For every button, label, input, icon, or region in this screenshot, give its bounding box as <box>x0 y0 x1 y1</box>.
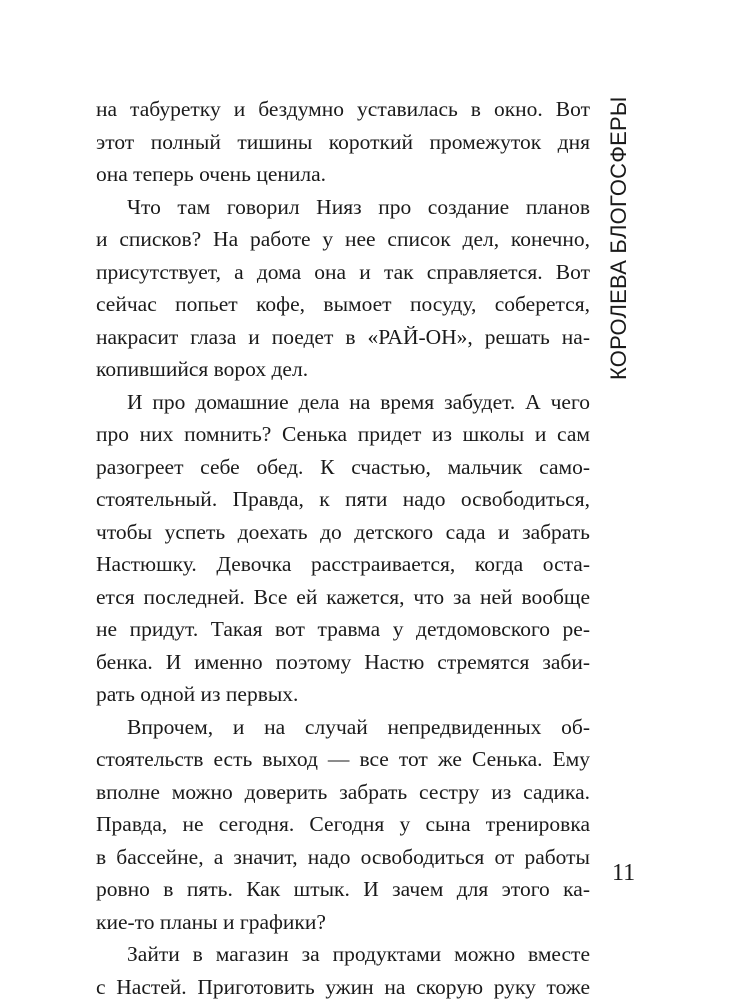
text-line: в бассейне, а значит, надо освободиться от работы <box>96 841 590 874</box>
text-line: вполне можно доверить забрать сестру из садика. <box>96 776 590 809</box>
running-header <box>601 102 637 380</box>
text-line: присутствует, а дома она и так справляется. Вот <box>96 256 590 289</box>
text-line: копившийся ворох дел. <box>96 353 590 386</box>
text-line: ется последней. Все ей кажется, что за ней вообще <box>96 581 590 614</box>
text-line: И про домашние дела на время забудет. А чего <box>96 386 590 419</box>
paragraph <box>96 386 590 711</box>
text-line: Зайти в магазин за продуктами можно вместе <box>96 938 590 971</box>
text-line: ровно в пять. Как штык. И зачем для этого ка- <box>96 873 590 906</box>
text-line: не придут. Такая вот травма у детдомовского ре- <box>96 613 590 646</box>
text-line: и списков? На работе у нее список дел, конечно, <box>96 223 590 256</box>
text-line: стоятельств есть выход — все тот же Сенька. Ему <box>96 743 590 776</box>
text-line: рать одной из первых. <box>96 678 590 711</box>
text-line: на табуретку и бездумно уставилась в окно. Вот <box>96 93 590 126</box>
paragraph <box>96 711 590 939</box>
text-line: с Настей. Приготовить ужин на скорую руку тоже <box>96 971 590 1003</box>
text-line: бенка. И именно поэтому Настю стремятся заби- <box>96 646 590 679</box>
text-line: Правда, не сегодня. Сегодня у сына тренировка <box>96 808 590 841</box>
text-line: Что там говорил Нияз про создание планов <box>96 191 590 224</box>
text-line: Настюшку. Девочка расстраивается, когда оста- <box>96 548 590 581</box>
running-header-text: КОРОЛЕВА БЛОГОСФЕРЫ <box>601 102 637 380</box>
text-line: кие-то планы и графики? <box>96 906 590 939</box>
paragraph <box>96 93 590 191</box>
text-line: сейчас попьет кофе, вымоет посуду, соберется, <box>96 288 590 321</box>
text-line: Впрочем, и на случай непредвиденных об- <box>96 711 590 744</box>
page-number: 11 <box>612 858 635 888</box>
text-line: стоятельный. Правда, к пяти надо освободиться, <box>96 483 590 516</box>
text-line: она теперь очень ценила. <box>96 158 590 191</box>
paragraph <box>96 191 590 386</box>
text-line: этот полный тишины короткий промежуток дня <box>96 126 590 159</box>
paragraph <box>96 938 590 1003</box>
text-line: чтобы успеть доехать до детского сада и забрать <box>96 516 590 549</box>
body-text <box>96 93 590 1003</box>
text-line: накрасит глаза и поедет в «РАЙ-ОН», решать на- <box>96 321 590 354</box>
text-line: про них помнить? Сенька придет из школы и сам <box>96 418 590 451</box>
text-line: разогреет себе обед. К счастью, мальчик само- <box>96 451 590 484</box>
